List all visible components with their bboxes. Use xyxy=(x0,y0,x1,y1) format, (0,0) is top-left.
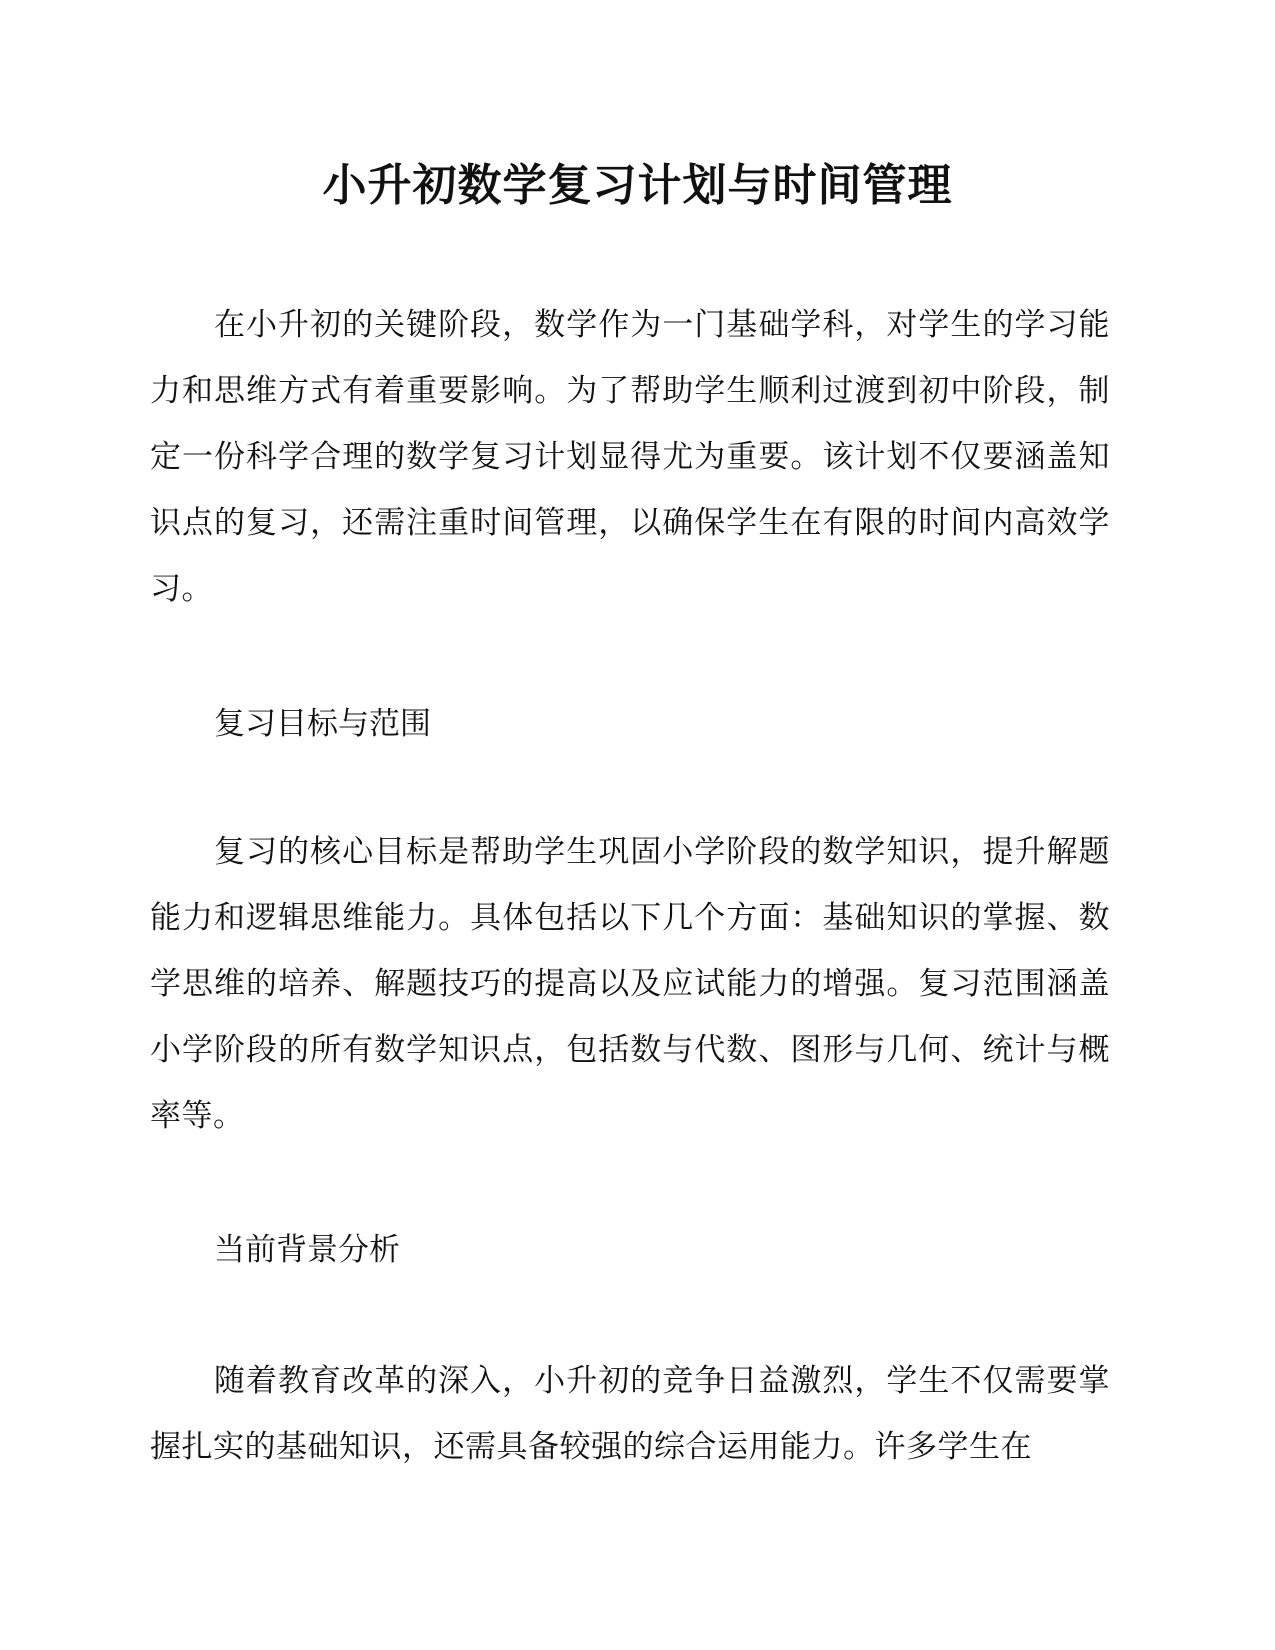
background-paragraph: 随着教育改革的深入，小升初的竞争日益激烈，学生不仅需要掌握扎实的基础知识，还需具备较强的综合运用能力。许多学生在 xyxy=(150,1363,1110,1465)
goals-paragraph: 复习的核心目标是帮助学生巩固小学阶段的数学知识，提升解题能力和逻辑思维能力。具体包括以下几个方面：基础知识的掌握、数学思维的培养、解题技巧的提高以及应试能力的增强。复习范围涵盖小学阶段的所有数学知识点，包括数与代数、图形与几何、统计与概率等。 xyxy=(150,834,1110,1134)
page-title: 小升初数学复习计划与时间管理 xyxy=(322,160,953,211)
intro-paragraph: 在小升初的关键阶段，数学作为一门基础学科，对学生的学习能力和思维方式有着重要影响。为了帮助学生顺利过渡到初中阶段，制定一份科学合理的数学复习计划显得尤为重要。该计划不仅要涵盖知识点的复习，还需注重时间管理，以确保学生在有限的时间内高效学习。 xyxy=(150,307,1110,607)
section-heading-goals: 复习目标与范围 xyxy=(214,706,431,742)
section-heading-background: 当前背景分析 xyxy=(214,1232,400,1268)
